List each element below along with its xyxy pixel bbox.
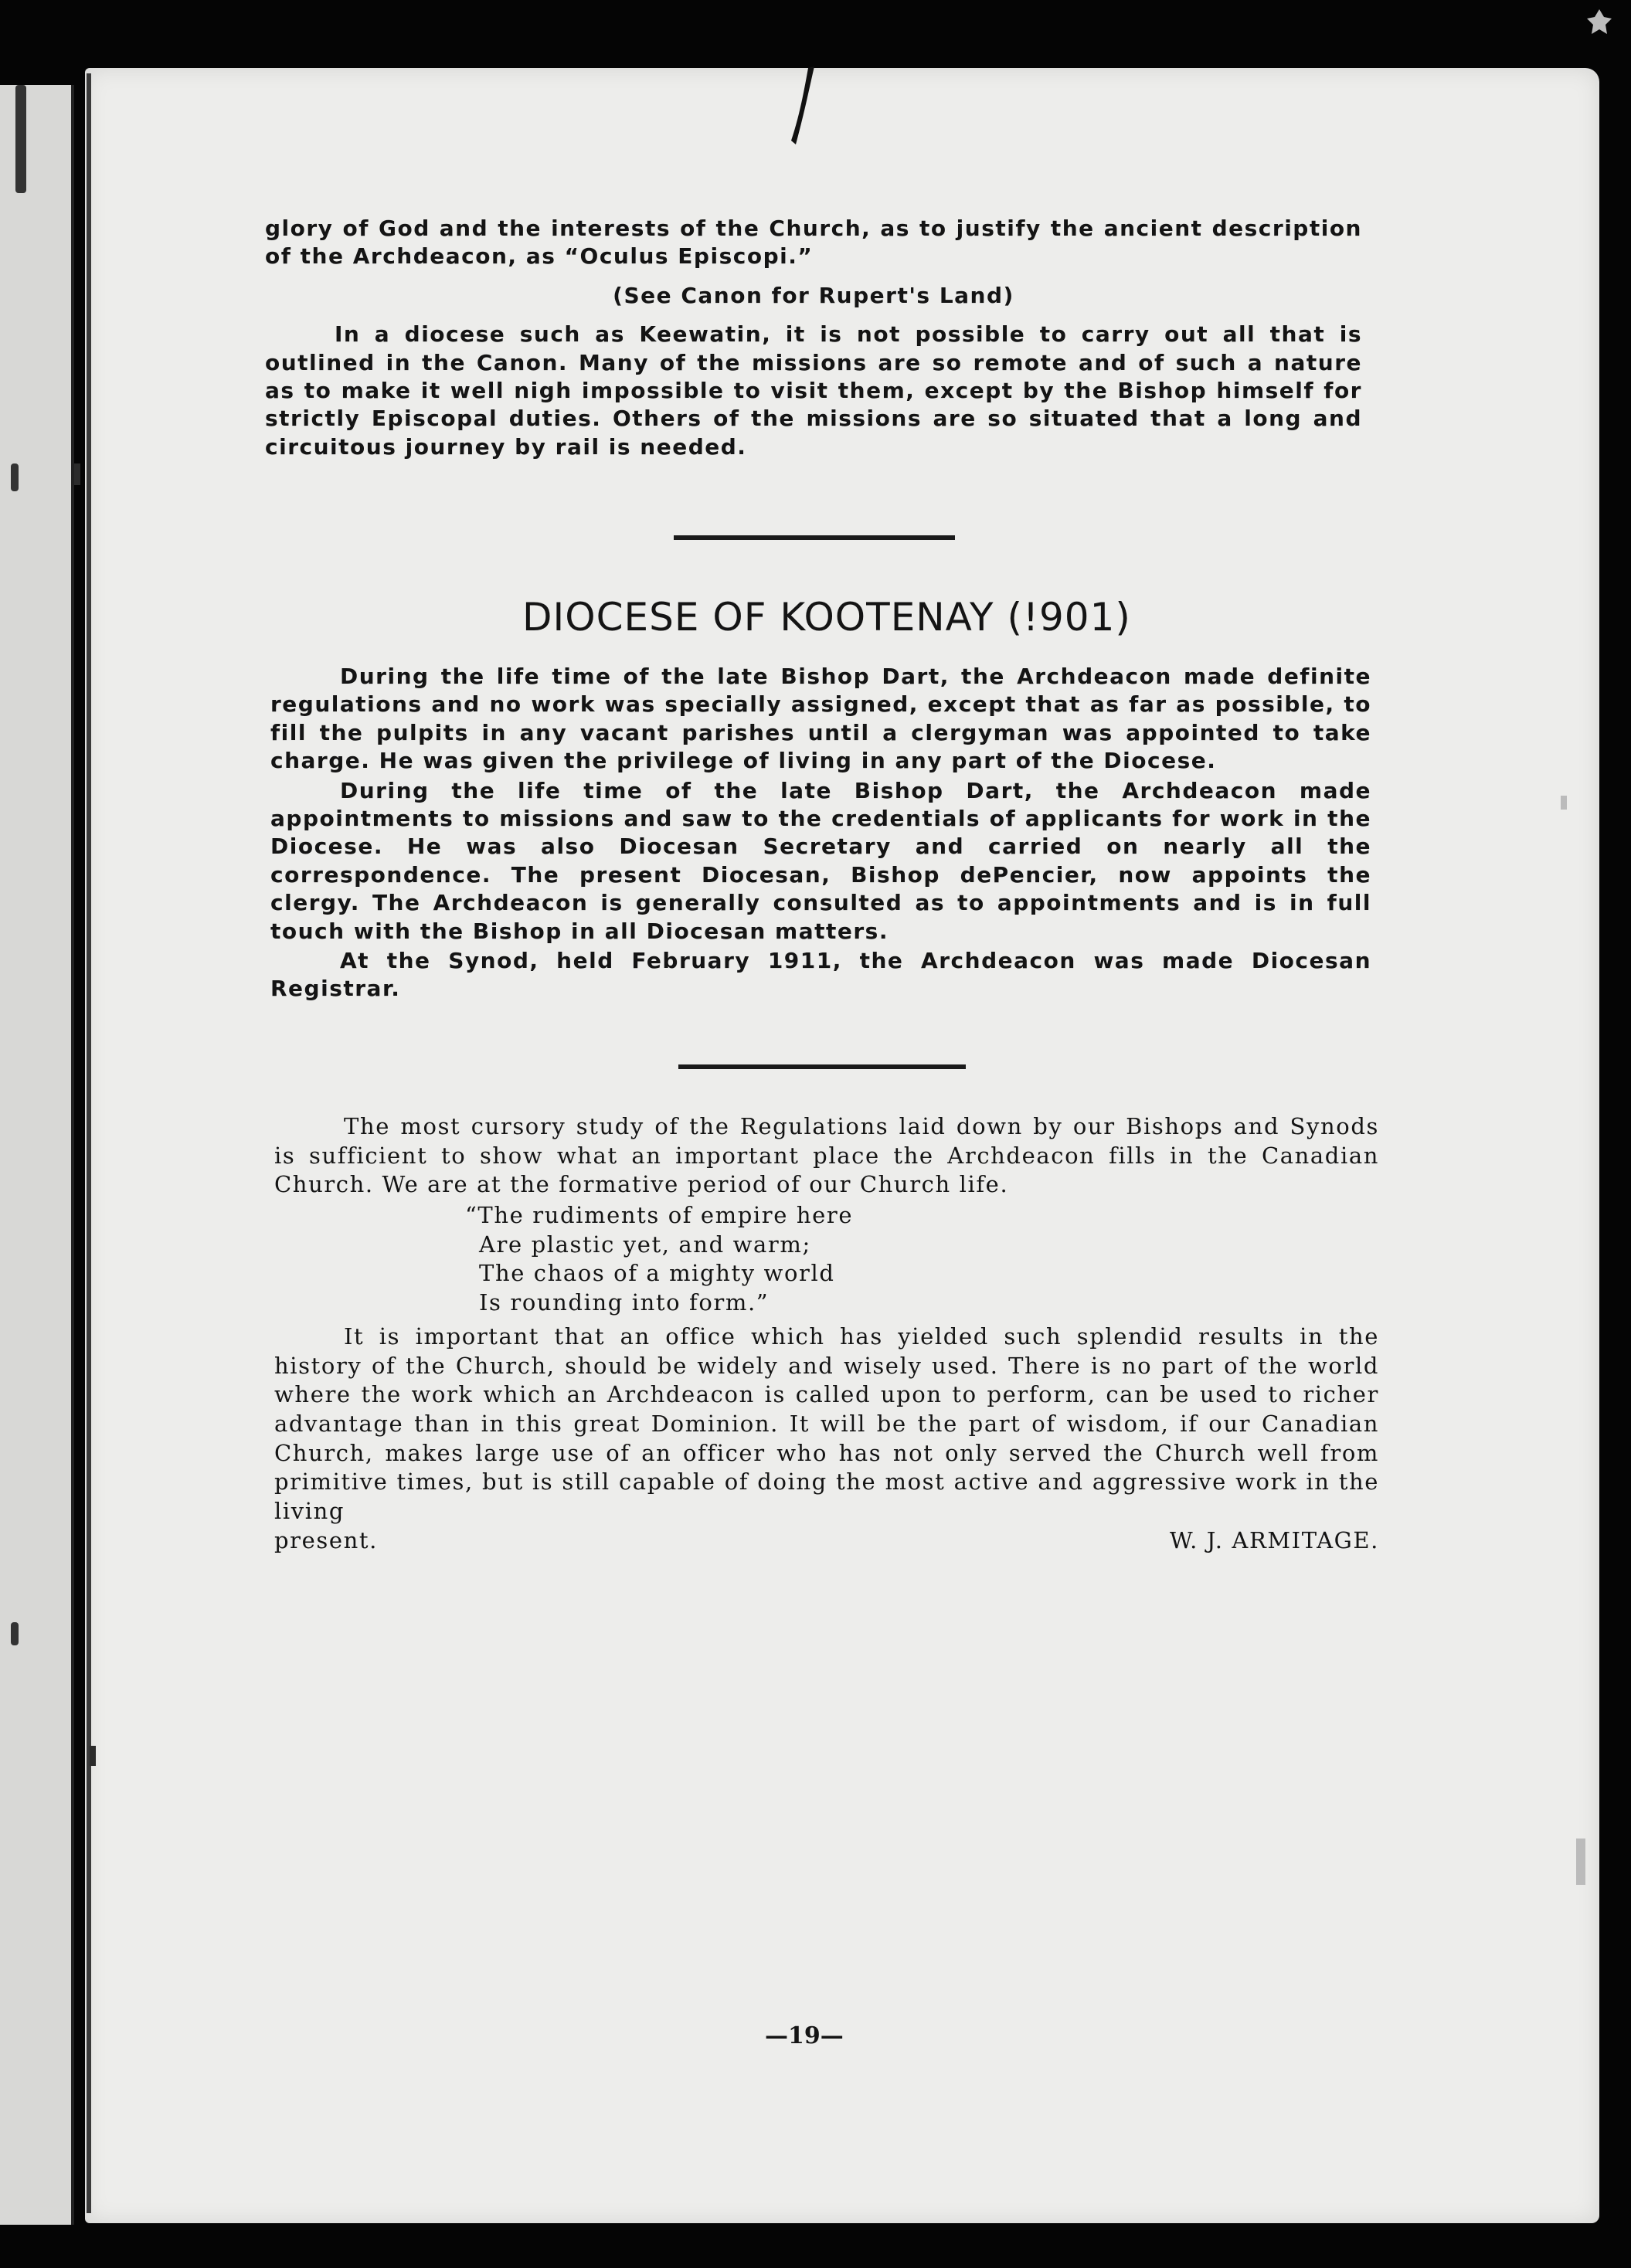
page-number: —19— [765,2022,844,2049]
verse-line: The chaos of a mighty world [479,1260,835,1287]
canon-reference: (See Canon for Rupert's Land) [613,282,1014,308]
adjacent-page-edge [0,85,74,2225]
margin-speck [1561,796,1567,810]
margin-speck [1576,1839,1585,1885]
section-divider-rule [674,535,955,540]
margin-speck [11,463,19,491]
kootenay-paragraph-2: During the life time of the late Bishop Dart, the Archdeacon made appointments to missions and saw to the credentials of applicants for work in the Diocese. He was also Diocesan Secretary and carried on nearly all the correspondence. The present Diocesan, Bishop dePencier, now appoints the clergy. The Archdeacon is generally consulted as to appointments and is in full touch with the Bishop in all Diocesan matters. [270,777,1371,944]
verse-line: “The rudiments of empire here [465,1202,854,1229]
kootenay-paragraph-1: During the life time of the late Bishop Dart, the Archdeacon made definite regulations and no work was specially assigned, except that as far as possible, to fill the pulpits in any vacant parishes until a clergyman was appointed to take charge. He was given the privilege of living in any part of the Diocese. [270,664,1371,774]
closing-section [274,1112,1379,1555]
section-divider-rule [678,1064,966,1069]
margin-speck [74,463,80,485]
kootenay-paragraph-3: At the Synod, held February 1911, the Archdeacon was made Diocesan Registrar. [270,947,1371,1002]
top-section [265,215,1362,463]
verse-line: Is rounding into form.” [479,1289,770,1316]
kootenay-section [270,663,1371,1005]
page-edge-shadow [15,85,26,193]
closing-last-word: present. [274,1526,378,1553]
keewatin-paragraph: In a diocese such as Keewatin, it is not possible to carry out all that is outlined in the Canon. Many of the missions are so remote and of such a nature as to make it well nigh impossible to visit them, except by the Bishop himself for strictly Episcopal duties. Others of the missions are so situated that a long and circuitous journey by rail is needed. [265,321,1362,460]
continued-paragraph: glory of God and the interests of the Church, as to justify the ancient description of the Archdeacon, as “Oculus Episcopi.” [265,216,1362,270]
verse-line: Are plastic yet, and warm; [479,1231,811,1258]
ink-stroke-mark [788,63,819,148]
closing-paragraph-2: It is important that an office which has yielded such splendid results in the history of the Church, should be widely and wisely used. There is no part of the world where the work which an Archdeacon is called upon to perform, can be used to richer advantage than in this great Dominion. It will be the part of wisdom, if our Canadian Church, makes large use of an officer who has not only served the Church well from primitive times, but is still capable of doing the most active and aggressive work in the living [274,1322,1379,1524]
section-heading: DIOCESE OF KOOTENAY (!901) [522,595,1131,640]
closing-paragraph-1: The most cursory study of the Regulations laid down by our Bishops and Synods is sufficient to show what an important place the Archdeacon fills in the Canadian Church. We are at the formative period of our Church life. [274,1113,1379,1198]
corner-speck [1584,6,1615,37]
margin-speck [90,1746,96,1766]
signature-row [274,1526,1379,1556]
quoted-verse [274,1201,1379,1318]
margin-speck [11,1622,19,1645]
page-binding-edge [87,73,91,2213]
author-signature: W. J. ARMITAGE. [1169,1526,1379,1553]
